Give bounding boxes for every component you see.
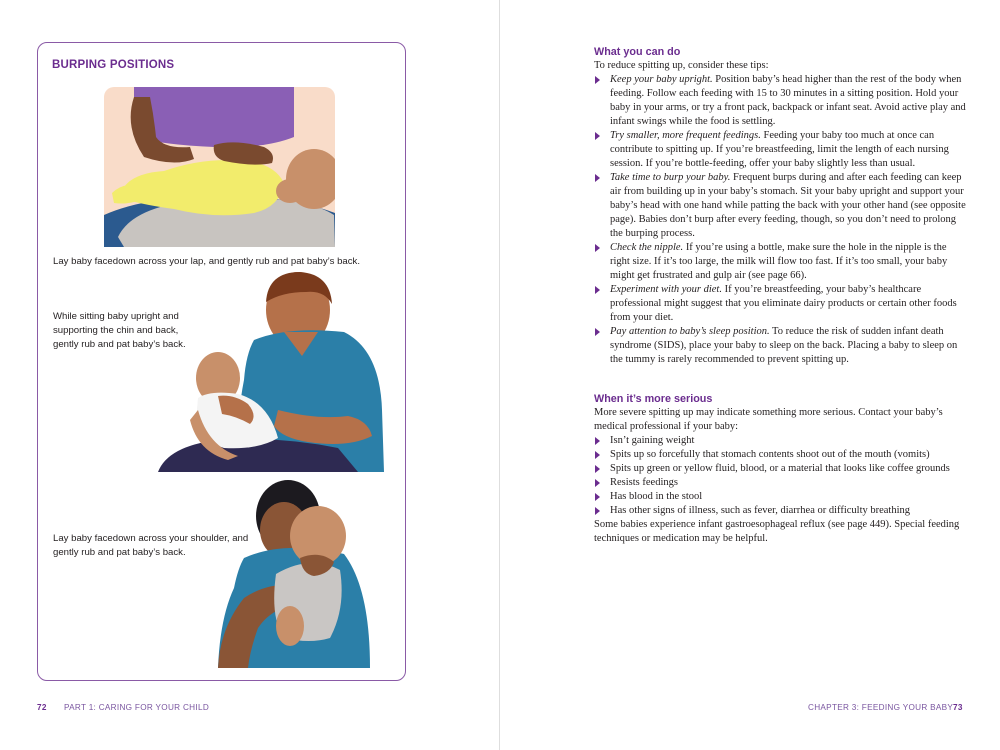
bullet-triangle-icon	[595, 286, 600, 294]
shoulder-position-illustration	[214, 478, 372, 668]
list-item: Experiment with your diet. If you’re breastfeeding, your baby’s healthcare professional might suggest that you eliminate dairy products or certain other foods from your diet.	[594, 283, 966, 325]
list-item: Isn’t gaining weight	[594, 434, 966, 448]
section-heading: When it’s more serious	[594, 393, 713, 405]
bullet-triangle-icon	[595, 244, 600, 252]
bullet-triangle-icon	[595, 328, 600, 336]
list-item: Check the nipple. If you’re using a bottle, make sure the hole in the nipple is the right size. If it’s too large, the milk will flow too fast. If it’s too small, your baby might get frustrated and gulp air (see page 66).	[594, 241, 966, 283]
list-item: Keep your baby upright. Position baby’s head higher than the rest of the body when feeding. Follow each feeding with 15 to 30 minutes in a sitting position. Hold your baby in your arms, or try a front pack, backpack or infant seat. Avoid active play and infant swings while the food is settling.	[594, 73, 966, 129]
right-running-footer: CHAPTER 3: FEEDING YOUR BABY	[808, 703, 954, 712]
list-item: Try smaller, more frequent feedings. Feeding your baby too much at once can contribute to spitting up. If you’re breastfeeding, limit the length of each nursing session. If you’re bottle-feeding, offer your baby slightly less than usual.	[594, 129, 966, 171]
list-item: Spits up green or yellow fluid, blood, or a material that looks like coffee grounds	[594, 462, 966, 476]
list-item: Spits up so forcefully that stomach contents shoot out of the mouth (vomits)	[594, 448, 966, 462]
section-what-you-can-do	[594, 45, 966, 367]
list-item: Take time to burp your baby. Frequent burps during and after each feeding can keep air from building up in your baby’s stomach. Sit your baby upright and support your baby’s head with one hand while patting the back with your other hand (see opposite page). Babies don’t burp after every feeding, though, so you don’t need to prolong the burping process.	[594, 171, 966, 241]
bullet-triangle-icon	[595, 76, 600, 84]
list-item: Pay attention to baby’s sleep position. To reduce the risk of sudden infant death syndrome (SIDS), place your baby to sleep on the back. Placing a baby to sleep on the tummy is rarely recommended to prevent spitting up.	[594, 325, 966, 367]
closing-paragraph: Some babies experience infant gastroesophageal reflux (see page 449). Special feeding techniques or medication may be helpful.	[594, 519, 960, 544]
panel-title: BURPING POSITIONS	[52, 59, 175, 71]
caption-sitting-position: While sitting baby upright and supporting the chin and back, gently rub and pat baby’s back.	[53, 311, 186, 350]
section-intro: More severe spitting up may indicate something more serious. Contact your baby’s medical professional if your baby:	[594, 407, 943, 432]
sitting-position-illustration	[158, 270, 386, 472]
bullet-triangle-icon	[595, 493, 600, 501]
caption-lap-position: Lay baby facedown across your lap, and gently rub and pat baby’s back.	[53, 256, 361, 267]
section-intro: To reduce spitting up, consider these tips:	[594, 60, 769, 71]
bullet-triangle-icon	[595, 132, 600, 140]
bullet-triangle-icon	[595, 451, 600, 459]
lap-position-illustration	[104, 87, 335, 247]
list-item: Has other signs of illness, such as fever, diarrhea or difficulty breathing	[594, 504, 966, 518]
signs-list	[594, 434, 966, 518]
left-page-number: 72	[37, 703, 47, 712]
list-item: Has blood in the stool	[594, 490, 966, 504]
bullet-triangle-icon	[595, 479, 600, 487]
tips-list	[594, 73, 966, 367]
bullet-triangle-icon	[595, 437, 600, 445]
bullet-triangle-icon	[595, 465, 600, 473]
bullet-triangle-icon	[595, 174, 600, 182]
section-when-more-serious	[594, 392, 966, 546]
left-running-footer: PART 1: CARING FOR YOUR CHILD	[64, 703, 210, 712]
right-page-number: 73	[953, 703, 963, 712]
section-heading: What you can do	[594, 46, 681, 58]
list-item: Resists feedings	[594, 476, 966, 490]
bullet-triangle-icon	[595, 507, 600, 515]
caption-shoulder-position: Lay baby facedown across your shoulder, and gently rub and pat baby’s back.	[53, 533, 249, 558]
